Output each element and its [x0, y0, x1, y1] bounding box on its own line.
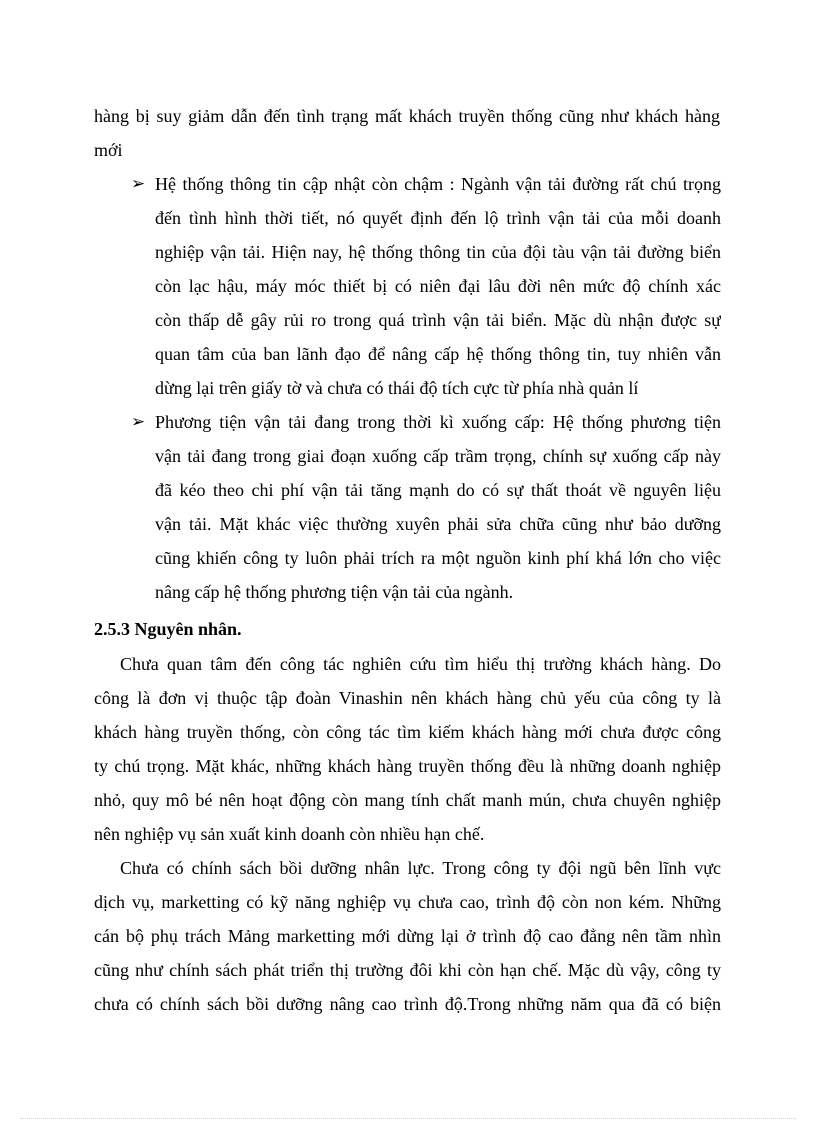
bullet-1-line-2: đến tình hình thời tiết, nó quyết định đến lộ trình vận tải của mỗi doanh: [155, 208, 721, 228]
bullet-1-line-4: còn lạc hậu, máy móc thiết bị có niên đại lâu đời nên mức độ chính xác: [155, 276, 721, 296]
bullet-2-line-2: vận tải đang trong giai đoạn xuống cấp trầm trọng, chính sự xuống cấp này: [155, 446, 721, 466]
bullet-arrow-icon: ➢: [131, 412, 146, 431]
intro-line-1: hàng bị suy giảm dẫn đến tình trạng mất khách truyền thống cũng như khách hàng: [94, 106, 720, 126]
paragraph-1-line-6: nên nghiệp vụ sản xuất kinh doanh còn nhiều hạn chế.: [94, 824, 485, 844]
bullet-1-line-7: dừng lại trên giấy tờ và chưa có thái độ tích cực từ phía nhà quản lí: [155, 378, 639, 398]
bullet-2-line-4: vận tải. Mặt khác việc thường xuyên phải sửa chữa cũng như bảo dưỡng: [155, 514, 721, 534]
intro-line-2: mới: [94, 140, 123, 160]
bullet-1-line-5: còn thấp dễ gây rủi ro trong quá trình vận tải biển. Mặc dù nhận được sự: [155, 310, 721, 330]
bullet-arrow-icon: ➢: [131, 174, 146, 193]
bullet-2-line-1: Phương tiện vận tải đang trong thời kì xuống cấp: Hệ thống phương tiện: [155, 412, 721, 432]
bullet-2-line-5: cũng khiến công ty luôn phải trích ra một nguồn kinh phí khá lớn cho việc: [155, 548, 721, 568]
paragraph-2-line-4: cũng như chính sách phát triển thị trường đôi khi còn hạn chế. Mặc dù vậy, công ty: [94, 960, 721, 980]
paragraph-2-line-3: cán bộ phụ trách Mảng marketting mới dừng lại ở trình độ cao đẳng nên tầm nhìn: [94, 926, 721, 946]
bullet-1-line-6: quan tâm của ban lãnh đạo để nâng cấp hệ thống thông tin, tuy nhiên vẫn: [155, 344, 721, 364]
paragraph-1-line-5: nhỏ, quy mô bé nên hoạt động còn mang tính chất manh mún, chưa chuyên nghiệp: [94, 790, 721, 810]
bullet-2-line-3: đã kéo theo chi phí vận tải tăng mạnh do có sự thất thoát về nguyên liệu: [155, 480, 721, 500]
paragraph-2-line-2: dịch vụ, marketting có kỹ năng nghiệp vụ chưa cao, trình độ còn non kém. Những: [94, 892, 721, 912]
bullet-1-line-1: Hệ thống thông tin cập nhật còn chậm : Ngành vận tải đường rất chú trọng: [155, 174, 721, 194]
paragraph-2-line-5: chưa có chính sách bồi dưỡng nâng cao trình độ.Trong những năm qua đã có biện: [94, 994, 721, 1014]
paragraph-1-line-2: công là đơn vị thuộc tập đoàn Vinashin nên khách hàng chủ yếu của công ty là: [94, 688, 721, 708]
section-heading: 2.5.3 Nguyên nhân.: [94, 619, 242, 639]
paragraph-1-line-3: khách hàng truyền thống, còn công tác tìm kiếm khách hàng mới chưa được công: [94, 722, 721, 742]
bullet-2-line-6: nâng cấp hệ thống phương tiện vận tải của ngành.: [155, 582, 514, 602]
paragraph-2-line-1: Chưa có chính sách bồi dưỡng nhân lực. Trong công ty đội ngũ bên lĩnh vực: [120, 858, 721, 878]
bullet-1-line-3: nghiệp vận tải. Hiện nay, hệ thống thông tin của đội tàu vận tải đường biển: [155, 242, 721, 262]
paragraph-1-line-1: Chưa quan tâm đến công tác nghiên cứu tìm hiểu thị trường khách hàng. Do: [120, 654, 721, 674]
page-bottom-border: [20, 1118, 796, 1119]
paragraph-1-line-4: ty chú trọng. Mặt khác, những khách hàng truyền thống đều là những doanh nghiệp: [94, 756, 721, 776]
